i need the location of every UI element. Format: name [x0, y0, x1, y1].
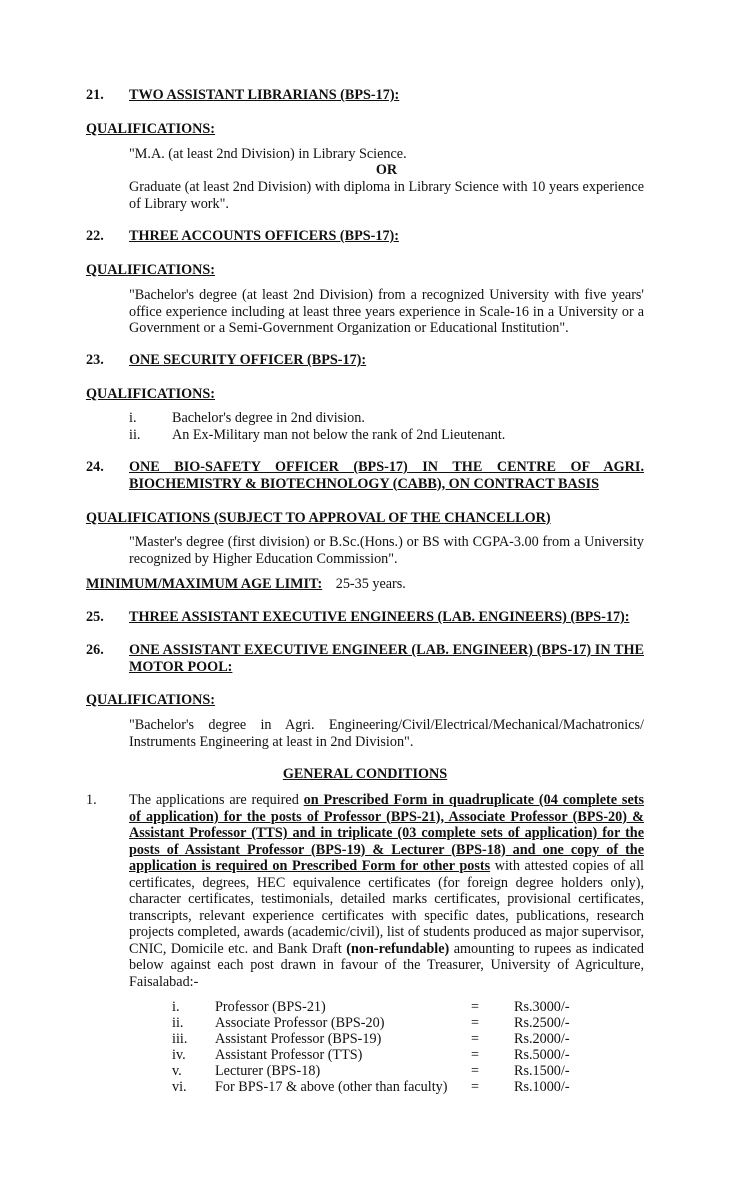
section-title: THREE ACCOUNTS OFFICERS (BPS-17): [129, 228, 399, 244]
fee-post: For BPS-17 & above (other than faculty) [215, 1079, 448, 1095]
list-item-text: Bachelor's degree in 2nd division. [172, 410, 365, 426]
list-item [129, 427, 644, 444]
qualification-text: "M.A. (at least 2nd Division) in Library Science. [129, 146, 407, 162]
fee-row [172, 1063, 592, 1079]
fee-amount: Rs.1000/- [514, 1079, 570, 1095]
fee-amount: Rs.2500/- [514, 1015, 570, 1031]
qualification-text: Graduate (at least 2nd Division) with diploma in Library Science with 10 years experience of Library work". [129, 179, 644, 212]
section-title: THREE ASSISTANT EXECUTIVE ENGINEERS (LAB. ENGINEERS) (BPS-17): [129, 609, 630, 625]
fee-post: Associate Professor (BPS-20) [215, 1015, 385, 1031]
fee-amount: Rs.5000/- [514, 1047, 570, 1063]
list-item-number: i. [129, 410, 137, 426]
age-limit [86, 576, 406, 593]
fee-row [172, 1031, 592, 1047]
qualifications-heading: QUALIFICATIONS: [86, 121, 216, 137]
condition-emphasis: on Prescribed Form in quadruplicate (04 complete sets of application) for the posts of Professor (BPS-21), Associate Professor (BPS-20) & Assistant Professor (TTS) and in triplicate (03 complete sets of application) for the posts of Assistant Professor (BPS-19) & Lecturer (BPS-18) and one copy of the application is required on Prescribed Form for other posts [129, 792, 644, 874]
condition-paragraph [129, 792, 644, 990]
fee-equals: = [471, 1079, 480, 1095]
fee-list [172, 999, 592, 1095]
qualifications-heading: QUALIFICATIONS: [86, 386, 216, 402]
fee-amount: Rs.3000/- [514, 999, 570, 1015]
section-title: ONE SECURITY OFFICER (BPS-17): [129, 352, 367, 368]
qualification-text: "Bachelor's degree in Agri. Engineering/Civil/Electrical/Mechanical/Machatronics/ Instruments Engineering at least in 2nd Division". [129, 717, 644, 750]
fee-post: Assistant Professor (TTS) [215, 1047, 363, 1063]
list-item-number: ii. [129, 426, 141, 443]
condition-text: amounting to rupees as indicated below against each post drawn in favour of the Treasurer, University of Agriculture, Faisalabad:- [129, 940, 644, 990]
fee-equals: = [471, 1015, 480, 1031]
qualification-text: "Bachelor's degree (at least 2nd Division) from a recognized University with five years' office experience including at least three years experience in Scale-16 in a University or a Government or a Semi-Government Organization or Educational Institution". [129, 287, 644, 336]
fee-row [172, 999, 592, 1015]
age-limit-value: 25-35 years. [335, 576, 406, 592]
fee-number: iv. [172, 1047, 186, 1063]
or-separator: OR [375, 162, 398, 178]
condition-text: The applications are required [129, 792, 304, 808]
fee-equals: = [471, 1063, 480, 1079]
age-limit-label: MINIMUM/MAXIMUM AGE LIMIT: [86, 576, 323, 592]
qualifications-heading: QUALIFICATIONS: [86, 262, 216, 278]
section-title: ONE ASSISTANT EXECUTIVE ENGINEER (LAB. ENGINEER) (BPS-17) IN THE MOTOR POOL: [129, 642, 644, 675]
list-item [129, 410, 644, 427]
fee-number: i. [172, 999, 180, 1015]
section-title: ONE BIO-SAFETY OFFICER (BPS-17) IN THE CENTRE OF AGRI. BIOCHEMISTRY & BIOTECHNOLOGY (CABB), ON CONTRACT BASIS [129, 459, 644, 492]
section-number: 24. [86, 459, 104, 475]
condition-emphasis: (non-refundable) [346, 940, 450, 957]
condition-text: with attested copies of all certificates, degrees, HEC equivalence certificates (for foreign degree holders only), character certificates, testimonials, detailed marks certificates, provisional certificates, transcripts, relevant experience certificates with specific dates, publications, research projects completed, awards (academic/civil), list of students produced as major supervisor, CNIC, Domicile etc. and Bank Draft [129, 858, 644, 957]
section-number: 21. [86, 87, 104, 103]
section-title: TWO ASSISTANT LIBRARIANS (BPS-17): [129, 87, 400, 103]
qualifications-heading: QUALIFICATIONS (SUBJECT TO APPROVAL OF THE CHANCELLOR) [86, 510, 551, 526]
qualification-list [129, 410, 644, 443]
section-number: 22. [86, 228, 104, 244]
fee-number: iii. [172, 1031, 188, 1047]
fee-row [172, 1015, 592, 1031]
fee-number: v. [172, 1063, 182, 1079]
fee-equals: = [471, 1047, 480, 1063]
section-number: 25. [86, 609, 104, 625]
qualification-text: "Master's degree (first division) or B.Sc.(Hons.) or BS with CGPA-3.00 from a University recognized by Higher Education Commission". [129, 534, 644, 567]
condition-number: 1. [86, 792, 97, 808]
fee-number: ii. [172, 1015, 184, 1031]
fee-post: Professor (BPS-21) [215, 999, 326, 1015]
fee-row [172, 1079, 592, 1095]
qualifications-heading: QUALIFICATIONS: [86, 692, 216, 708]
fee-post: Assistant Professor (BPS-19) [215, 1031, 382, 1047]
section-number: 23. [86, 352, 104, 368]
fee-number: vi. [172, 1079, 187, 1095]
fee-equals: = [471, 999, 480, 1015]
fee-equals: = [471, 1031, 480, 1047]
section-number: 26. [86, 642, 104, 658]
fee-post: Lecturer (BPS-18) [215, 1063, 321, 1079]
fee-amount: Rs.1500/- [514, 1063, 570, 1079]
general-conditions-heading: GENERAL CONDITIONS [282, 766, 448, 782]
list-item-text: An Ex-Military man not below the rank of 2nd Lieutenant. [172, 426, 506, 443]
fee-amount: Rs.2000/- [514, 1031, 570, 1047]
fee-row [172, 1047, 592, 1063]
